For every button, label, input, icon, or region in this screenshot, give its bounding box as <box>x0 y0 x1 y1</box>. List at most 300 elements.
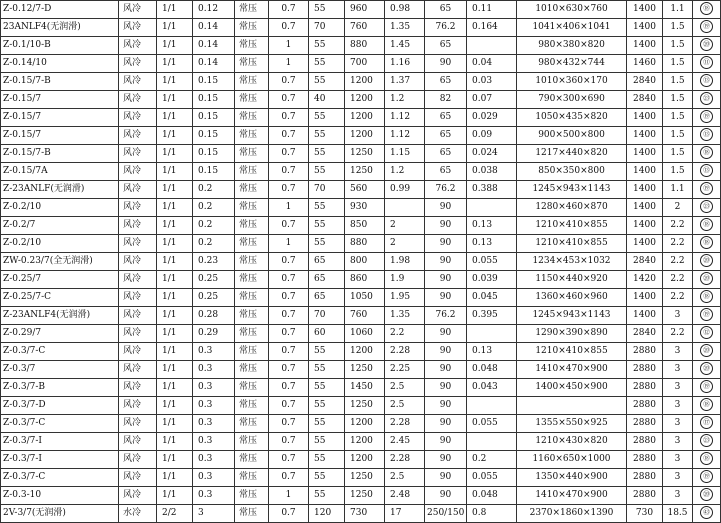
reference-mark: ⑱ <box>700 2 713 15</box>
bore-cell: 60 <box>309 325 345 343</box>
model-cell: Z-0.3/7-Ⅰ <box>1 451 119 469</box>
weight-cell: 0.055 <box>467 469 517 487</box>
motor-power-cell: 2.2 <box>663 253 693 271</box>
exhaust-pressure-cell: 1 <box>269 55 309 73</box>
cooling-cell: 水冷 <box>119 505 157 523</box>
stroke-cell: 90 <box>425 379 467 397</box>
stages-cell: 1/1 <box>157 253 193 271</box>
stroke-cell: 90 <box>425 289 467 307</box>
model-cell: Z-0.3-10 <box>1 487 119 505</box>
exhaust-pressure-cell: 0.7 <box>269 91 309 109</box>
motor-speed-cell: 1460 <box>627 55 663 73</box>
stroke-cell: 250/150 <box>425 505 467 523</box>
speed-cell: 880 <box>345 37 385 55</box>
model-cell: Z-0.3/7-C <box>1 343 119 361</box>
displacement-cell: 0.12 <box>193 1 235 19</box>
weight-cell: 0.04 <box>467 55 517 73</box>
cooling-cell: 风冷 <box>119 487 157 505</box>
motor-speed-cell: 2880 <box>627 361 663 379</box>
weight-cell: 0.024 <box>467 145 517 163</box>
ref-mark-cell <box>693 235 721 253</box>
model-cell: Z-0.15/7 <box>1 109 119 127</box>
bore-cell: 55 <box>309 109 345 127</box>
displacement-cell: 0.3 <box>193 415 235 433</box>
cooling-cell: 风冷 <box>119 397 157 415</box>
motor-power-cell: 3 <box>663 415 693 433</box>
dimensions-cell: 1410×470×900 <box>517 487 627 505</box>
displacement-cell: 0.15 <box>193 91 235 109</box>
weight-cell <box>467 325 517 343</box>
cooling-cell: 风冷 <box>119 145 157 163</box>
power-cell: 1.2 <box>385 91 425 109</box>
motor-speed-cell: 730 <box>627 505 663 523</box>
speed-cell: 1200 <box>345 73 385 91</box>
power-cell: 2.5 <box>385 397 425 415</box>
weight-cell: 0.13 <box>467 235 517 253</box>
stages-cell: 1/1 <box>157 217 193 235</box>
bore-cell: 55 <box>309 37 345 55</box>
intake-pressure-cell: 常压 <box>235 451 269 469</box>
motor-speed-cell: 1400 <box>627 145 663 163</box>
ref-mark-cell <box>693 307 721 325</box>
reference-mark: ⑲ <box>700 20 713 33</box>
ref-mark-cell <box>693 397 721 415</box>
motor-speed-cell: 1400 <box>627 217 663 235</box>
stages-cell: 1/1 <box>157 1 193 19</box>
exhaust-pressure-cell: 0.7 <box>269 217 309 235</box>
cooling-cell: 风冷 <box>119 235 157 253</box>
ref-mark-cell <box>693 55 721 73</box>
model-cell: Z-0.12/7-D <box>1 1 119 19</box>
dimensions-cell: 1150×440×920 <box>517 271 627 289</box>
stroke-cell: 90 <box>425 433 467 451</box>
speed-cell: 960 <box>345 1 385 19</box>
intake-pressure-cell: 常压 <box>235 433 269 451</box>
model-cell: Z-0.3/7-C <box>1 415 119 433</box>
speed-cell: 930 <box>345 199 385 217</box>
weight-cell: 0.048 <box>467 487 517 505</box>
model-cell: Z-23ANLF(无润滑) <box>1 181 119 199</box>
dimensions-cell: 1210×430×820 <box>517 433 627 451</box>
stages-cell: 1/1 <box>157 145 193 163</box>
ref-mark-cell <box>693 451 721 469</box>
bore-cell: 70 <box>309 307 345 325</box>
motor-speed-cell: 2880 <box>627 343 663 361</box>
motor-speed-cell: 1400 <box>627 127 663 145</box>
ref-mark-cell <box>693 91 721 109</box>
cooling-cell: 风冷 <box>119 343 157 361</box>
displacement-cell: 0.3 <box>193 343 235 361</box>
weight-cell <box>467 199 517 217</box>
bore-cell: 70 <box>309 181 345 199</box>
reference-mark: ⑳ <box>700 488 713 501</box>
weight-cell: 0.09 <box>467 127 517 145</box>
reference-mark: ⑱ <box>700 398 713 411</box>
stroke-cell: 76.2 <box>425 19 467 37</box>
reference-mark: ⑱ <box>700 146 713 159</box>
stroke-cell: 90 <box>425 361 467 379</box>
reference-mark: ⑬ <box>700 128 713 141</box>
speed-cell: 1250 <box>345 361 385 379</box>
cooling-cell: 风冷 <box>119 253 157 271</box>
ref-mark-cell <box>693 181 721 199</box>
table-row <box>1 217 721 235</box>
weight-cell <box>467 37 517 55</box>
motor-speed-cell: 2880 <box>627 397 663 415</box>
motor-speed-cell: 2840 <box>627 91 663 109</box>
bore-cell: 55 <box>309 451 345 469</box>
bore-cell: 55 <box>309 145 345 163</box>
cooling-cell: 风冷 <box>119 271 157 289</box>
power-cell: 2.5 <box>385 469 425 487</box>
stages-cell: 1/1 <box>157 91 193 109</box>
weight-cell: 0.2 <box>467 451 517 469</box>
stroke-cell: 90 <box>425 217 467 235</box>
stages-cell: 1/1 <box>157 55 193 73</box>
power-cell: 2.28 <box>385 415 425 433</box>
ref-mark-cell <box>693 343 721 361</box>
intake-pressure-cell: 常压 <box>235 397 269 415</box>
power-cell: 1.37 <box>385 73 425 91</box>
table-row <box>1 505 721 523</box>
bore-cell: 55 <box>309 397 345 415</box>
speed-cell: 1250 <box>345 163 385 181</box>
ref-mark-cell <box>693 289 721 307</box>
motor-speed-cell: 1400 <box>627 181 663 199</box>
model-cell: Z-0.15/7-B <box>1 73 119 91</box>
weight-cell: 0.038 <box>467 163 517 181</box>
speed-cell: 860 <box>345 271 385 289</box>
ref-mark-cell <box>693 379 721 397</box>
exhaust-pressure-cell: 0.7 <box>269 505 309 523</box>
cooling-cell: 风冷 <box>119 307 157 325</box>
speed-cell: 1250 <box>345 397 385 415</box>
dimensions-cell: 1010×630×760 <box>517 1 627 19</box>
stroke-cell: 90 <box>425 253 467 271</box>
model-cell: Z-0.15/7 <box>1 91 119 109</box>
model-cell: Z-0.2/10 <box>1 199 119 217</box>
dimensions-cell: 1290×390×890 <box>517 325 627 343</box>
exhaust-pressure-cell: 1 <box>269 487 309 505</box>
bore-cell: 55 <box>309 415 345 433</box>
cooling-cell: 风冷 <box>119 19 157 37</box>
table-row <box>1 343 721 361</box>
speed-cell: 850 <box>345 217 385 235</box>
motor-speed-cell: 1400 <box>627 289 663 307</box>
weight-cell: 0.048 <box>467 361 517 379</box>
motor-speed-cell: 1400 <box>627 235 663 253</box>
table-row <box>1 109 721 127</box>
weight-cell: 0.395 <box>467 307 517 325</box>
power-cell: 1.12 <box>385 127 425 145</box>
reference-mark: ⑪ <box>700 56 713 69</box>
intake-pressure-cell: 常压 <box>235 55 269 73</box>
intake-pressure-cell: 常压 <box>235 19 269 37</box>
speed-cell: 560 <box>345 181 385 199</box>
motor-power-cell: 1.5 <box>663 163 693 181</box>
motor-power-cell: 1.1 <box>663 1 693 19</box>
model-cell: ZW-0.23/7(全无润滑) <box>1 253 119 271</box>
intake-pressure-cell: 常压 <box>235 379 269 397</box>
weight-cell <box>467 397 517 415</box>
stages-cell: 1/1 <box>157 451 193 469</box>
stages-cell: 1/1 <box>157 199 193 217</box>
displacement-cell: 3 <box>193 505 235 523</box>
exhaust-pressure-cell: 0.7 <box>269 127 309 145</box>
exhaust-pressure-cell: 0.7 <box>269 469 309 487</box>
cooling-cell: 风冷 <box>119 451 157 469</box>
model-cell: Z-0.1/10-B <box>1 37 119 55</box>
intake-pressure-cell: 常压 <box>235 235 269 253</box>
table-row <box>1 433 721 451</box>
table-row <box>1 19 721 37</box>
power-cell: 2.28 <box>385 343 425 361</box>
stroke-cell: 90 <box>425 469 467 487</box>
exhaust-pressure-cell: 0.7 <box>269 19 309 37</box>
table-row <box>1 37 721 55</box>
table-row <box>1 289 721 307</box>
table-row <box>1 325 721 343</box>
stages-cell: 1/1 <box>157 415 193 433</box>
model-cell: Z-0.25/7-C <box>1 289 119 307</box>
intake-pressure-cell: 常压 <box>235 361 269 379</box>
reference-mark: ㉓ <box>700 434 713 447</box>
speed-cell: 730 <box>345 505 385 523</box>
weight-cell: 0.043 <box>467 379 517 397</box>
weight-cell <box>467 433 517 451</box>
model-cell: Z-0.15/7-B <box>1 145 119 163</box>
intake-pressure-cell: 常压 <box>235 109 269 127</box>
exhaust-pressure-cell: 0.7 <box>269 109 309 127</box>
ref-mark-cell <box>693 127 721 145</box>
model-cell: Z-23ANLF4(无润滑) <box>1 307 119 325</box>
motor-power-cell: 1.5 <box>663 91 693 109</box>
reference-mark: ⑲ <box>700 308 713 321</box>
dimensions-cell: 1234×453×1032 <box>517 253 627 271</box>
cooling-cell: 风冷 <box>119 469 157 487</box>
motor-power-cell: 3 <box>663 451 693 469</box>
table-row <box>1 487 721 505</box>
dimensions-cell: 1280×460×870 <box>517 199 627 217</box>
model-cell: Z-0.3/7-D <box>1 397 119 415</box>
exhaust-pressure-cell: 0.7 <box>269 433 309 451</box>
power-cell: 2 <box>385 235 425 253</box>
ref-mark-cell <box>693 163 721 181</box>
motor-speed-cell: 2880 <box>627 469 663 487</box>
exhaust-pressure-cell: 0.7 <box>269 73 309 91</box>
stroke-cell: 76.2 <box>425 307 467 325</box>
motor-speed-cell: 2880 <box>627 487 663 505</box>
motor-speed-cell: 1400 <box>627 1 663 19</box>
table-row <box>1 91 721 109</box>
weight-cell: 0.03 <box>467 73 517 91</box>
dimensions-cell: 1050×435×820 <box>517 109 627 127</box>
cooling-cell: 风冷 <box>119 199 157 217</box>
intake-pressure-cell: 常压 <box>235 91 269 109</box>
stages-cell: 2/2 <box>157 505 193 523</box>
power-cell: 1.16 <box>385 55 425 73</box>
stages-cell: 1/1 <box>157 487 193 505</box>
bore-cell: 55 <box>309 379 345 397</box>
model-cell: Z-0.14/10 <box>1 55 119 73</box>
dimensions-cell: 1160×650×1000 <box>517 451 627 469</box>
bore-cell: 55 <box>309 163 345 181</box>
stages-cell: 1/1 <box>157 433 193 451</box>
exhaust-pressure-cell: 0.7 <box>269 253 309 271</box>
exhaust-pressure-cell: 1 <box>269 235 309 253</box>
stages-cell: 1/1 <box>157 235 193 253</box>
ref-mark-cell <box>693 325 721 343</box>
model-cell: Z-0.15/7 <box>1 127 119 145</box>
bore-cell: 55 <box>309 73 345 91</box>
power-cell: 1.12 <box>385 109 425 127</box>
power-cell: 1.45 <box>385 37 425 55</box>
stroke-cell: 65 <box>425 145 467 163</box>
bore-cell: 65 <box>309 289 345 307</box>
intake-pressure-cell: 常压 <box>235 199 269 217</box>
cooling-cell: 风冷 <box>119 289 157 307</box>
weight-cell: 0.11 <box>467 1 517 19</box>
displacement-cell: 0.3 <box>193 397 235 415</box>
bore-cell: 55 <box>309 217 345 235</box>
bore-cell: 55 <box>309 199 345 217</box>
displacement-cell: 0.14 <box>193 55 235 73</box>
speed-cell: 1200 <box>345 91 385 109</box>
power-cell: 1.98 <box>385 253 425 271</box>
intake-pressure-cell: 常压 <box>235 217 269 235</box>
displacement-cell: 0.14 <box>193 19 235 37</box>
exhaust-pressure-cell: 0.7 <box>269 181 309 199</box>
table-row <box>1 379 721 397</box>
dimensions-cell: 2370×1860×1390 <box>517 505 627 523</box>
ref-mark-cell <box>693 487 721 505</box>
intake-pressure-cell: 常压 <box>235 253 269 271</box>
speed-cell: 1200 <box>345 127 385 145</box>
stroke-cell: 90 <box>425 487 467 505</box>
power-cell: 2 <box>385 217 425 235</box>
stroke-cell: 65 <box>425 73 467 91</box>
weight-cell: 0.039 <box>467 271 517 289</box>
speed-cell: 1200 <box>345 415 385 433</box>
reference-mark: ⑲ <box>700 380 713 393</box>
displacement-cell: 0.3 <box>193 379 235 397</box>
model-cell: Z-0.29/7 <box>1 325 119 343</box>
bore-cell: 70 <box>309 19 345 37</box>
motor-power-cell: 2.2 <box>663 325 693 343</box>
exhaust-pressure-cell: 0.7 <box>269 361 309 379</box>
stages-cell: 1/1 <box>157 271 193 289</box>
stages-cell: 1/1 <box>157 307 193 325</box>
dimensions-cell: 1360×460×960 <box>517 289 627 307</box>
table-row <box>1 55 721 73</box>
motor-power-cell: 1.5 <box>663 145 693 163</box>
intake-pressure-cell: 常压 <box>235 325 269 343</box>
table-row <box>1 127 721 145</box>
stroke-cell: 65 <box>425 163 467 181</box>
dimensions-cell: 1355×550×925 <box>517 415 627 433</box>
weight-cell: 0.029 <box>467 109 517 127</box>
motor-power-cell: 1.5 <box>663 73 693 91</box>
dimensions-cell: 1041×406×1041 <box>517 19 627 37</box>
exhaust-pressure-cell: 1 <box>269 37 309 55</box>
weight-cell: 0.13 <box>467 217 517 235</box>
exhaust-pressure-cell: 0.7 <box>269 397 309 415</box>
speed-cell: 1450 <box>345 379 385 397</box>
table-row <box>1 415 721 433</box>
motor-power-cell: 3 <box>663 487 693 505</box>
intake-pressure-cell: 常压 <box>235 145 269 163</box>
intake-pressure-cell: 常压 <box>235 271 269 289</box>
cooling-cell: 风冷 <box>119 325 157 343</box>
reference-mark: ⑱ <box>700 452 713 465</box>
model-cell: Z-0.2/7 <box>1 217 119 235</box>
bore-cell: 55 <box>309 487 345 505</box>
reference-mark: ⑱ <box>700 236 713 249</box>
stages-cell: 1/1 <box>157 361 193 379</box>
stages-cell: 1/1 <box>157 37 193 55</box>
motor-speed-cell: 1420 <box>627 271 663 289</box>
ref-mark-cell <box>693 415 721 433</box>
exhaust-pressure-cell: 0.7 <box>269 379 309 397</box>
motor-power-cell: 1.5 <box>663 109 693 127</box>
ref-mark-cell <box>693 109 721 127</box>
ref-mark-cell <box>693 505 721 523</box>
bore-cell: 55 <box>309 469 345 487</box>
motor-speed-cell: 2840 <box>627 253 663 271</box>
reference-mark: ⑬ <box>700 164 713 177</box>
bore-cell: 55 <box>309 127 345 145</box>
dimensions-cell: 1210×410×855 <box>517 343 627 361</box>
bore-cell: 55 <box>309 55 345 73</box>
intake-pressure-cell: 常压 <box>235 289 269 307</box>
reference-mark: ⑲ <box>700 182 713 195</box>
weight-cell: 0.055 <box>467 415 517 433</box>
motor-speed-cell: 1400 <box>627 307 663 325</box>
ref-mark-cell <box>693 37 721 55</box>
motor-power-cell: 3 <box>663 343 693 361</box>
cooling-cell: 风冷 <box>119 73 157 91</box>
motor-power-cell: 3 <box>663 397 693 415</box>
motor-power-cell: 1.5 <box>663 37 693 55</box>
cooling-cell: 风冷 <box>119 181 157 199</box>
weight-cell: 0.8 <box>467 505 517 523</box>
cooling-cell: 风冷 <box>119 55 157 73</box>
stroke-cell: 90 <box>425 415 467 433</box>
table-body <box>1 1 721 523</box>
displacement-cell: 0.15 <box>193 145 235 163</box>
dimensions-cell: 980×380×820 <box>517 37 627 55</box>
dimensions-cell: 1245×943×1143 <box>517 181 627 199</box>
dimensions-cell <box>517 397 627 415</box>
dimensions-cell: 1217×440×820 <box>517 145 627 163</box>
motor-speed-cell: 1400 <box>627 37 663 55</box>
cooling-cell: 风冷 <box>119 109 157 127</box>
bore-cell: 55 <box>309 343 345 361</box>
displacement-cell: 0.3 <box>193 487 235 505</box>
intake-pressure-cell: 常压 <box>235 343 269 361</box>
stages-cell: 1/1 <box>157 19 193 37</box>
bore-cell: 55 <box>309 433 345 451</box>
stages-cell: 1/1 <box>157 379 193 397</box>
stages-cell: 1/1 <box>157 469 193 487</box>
dimensions-cell: 790×300×690 <box>517 91 627 109</box>
cooling-cell: 风冷 <box>119 361 157 379</box>
bore-cell: 40 <box>309 91 345 109</box>
intake-pressure-cell: 常压 <box>235 415 269 433</box>
model-cell: Z-0.3/7-Ⅰ <box>1 433 119 451</box>
reference-mark: ㊸ <box>700 506 713 519</box>
speed-cell: 1200 <box>345 343 385 361</box>
